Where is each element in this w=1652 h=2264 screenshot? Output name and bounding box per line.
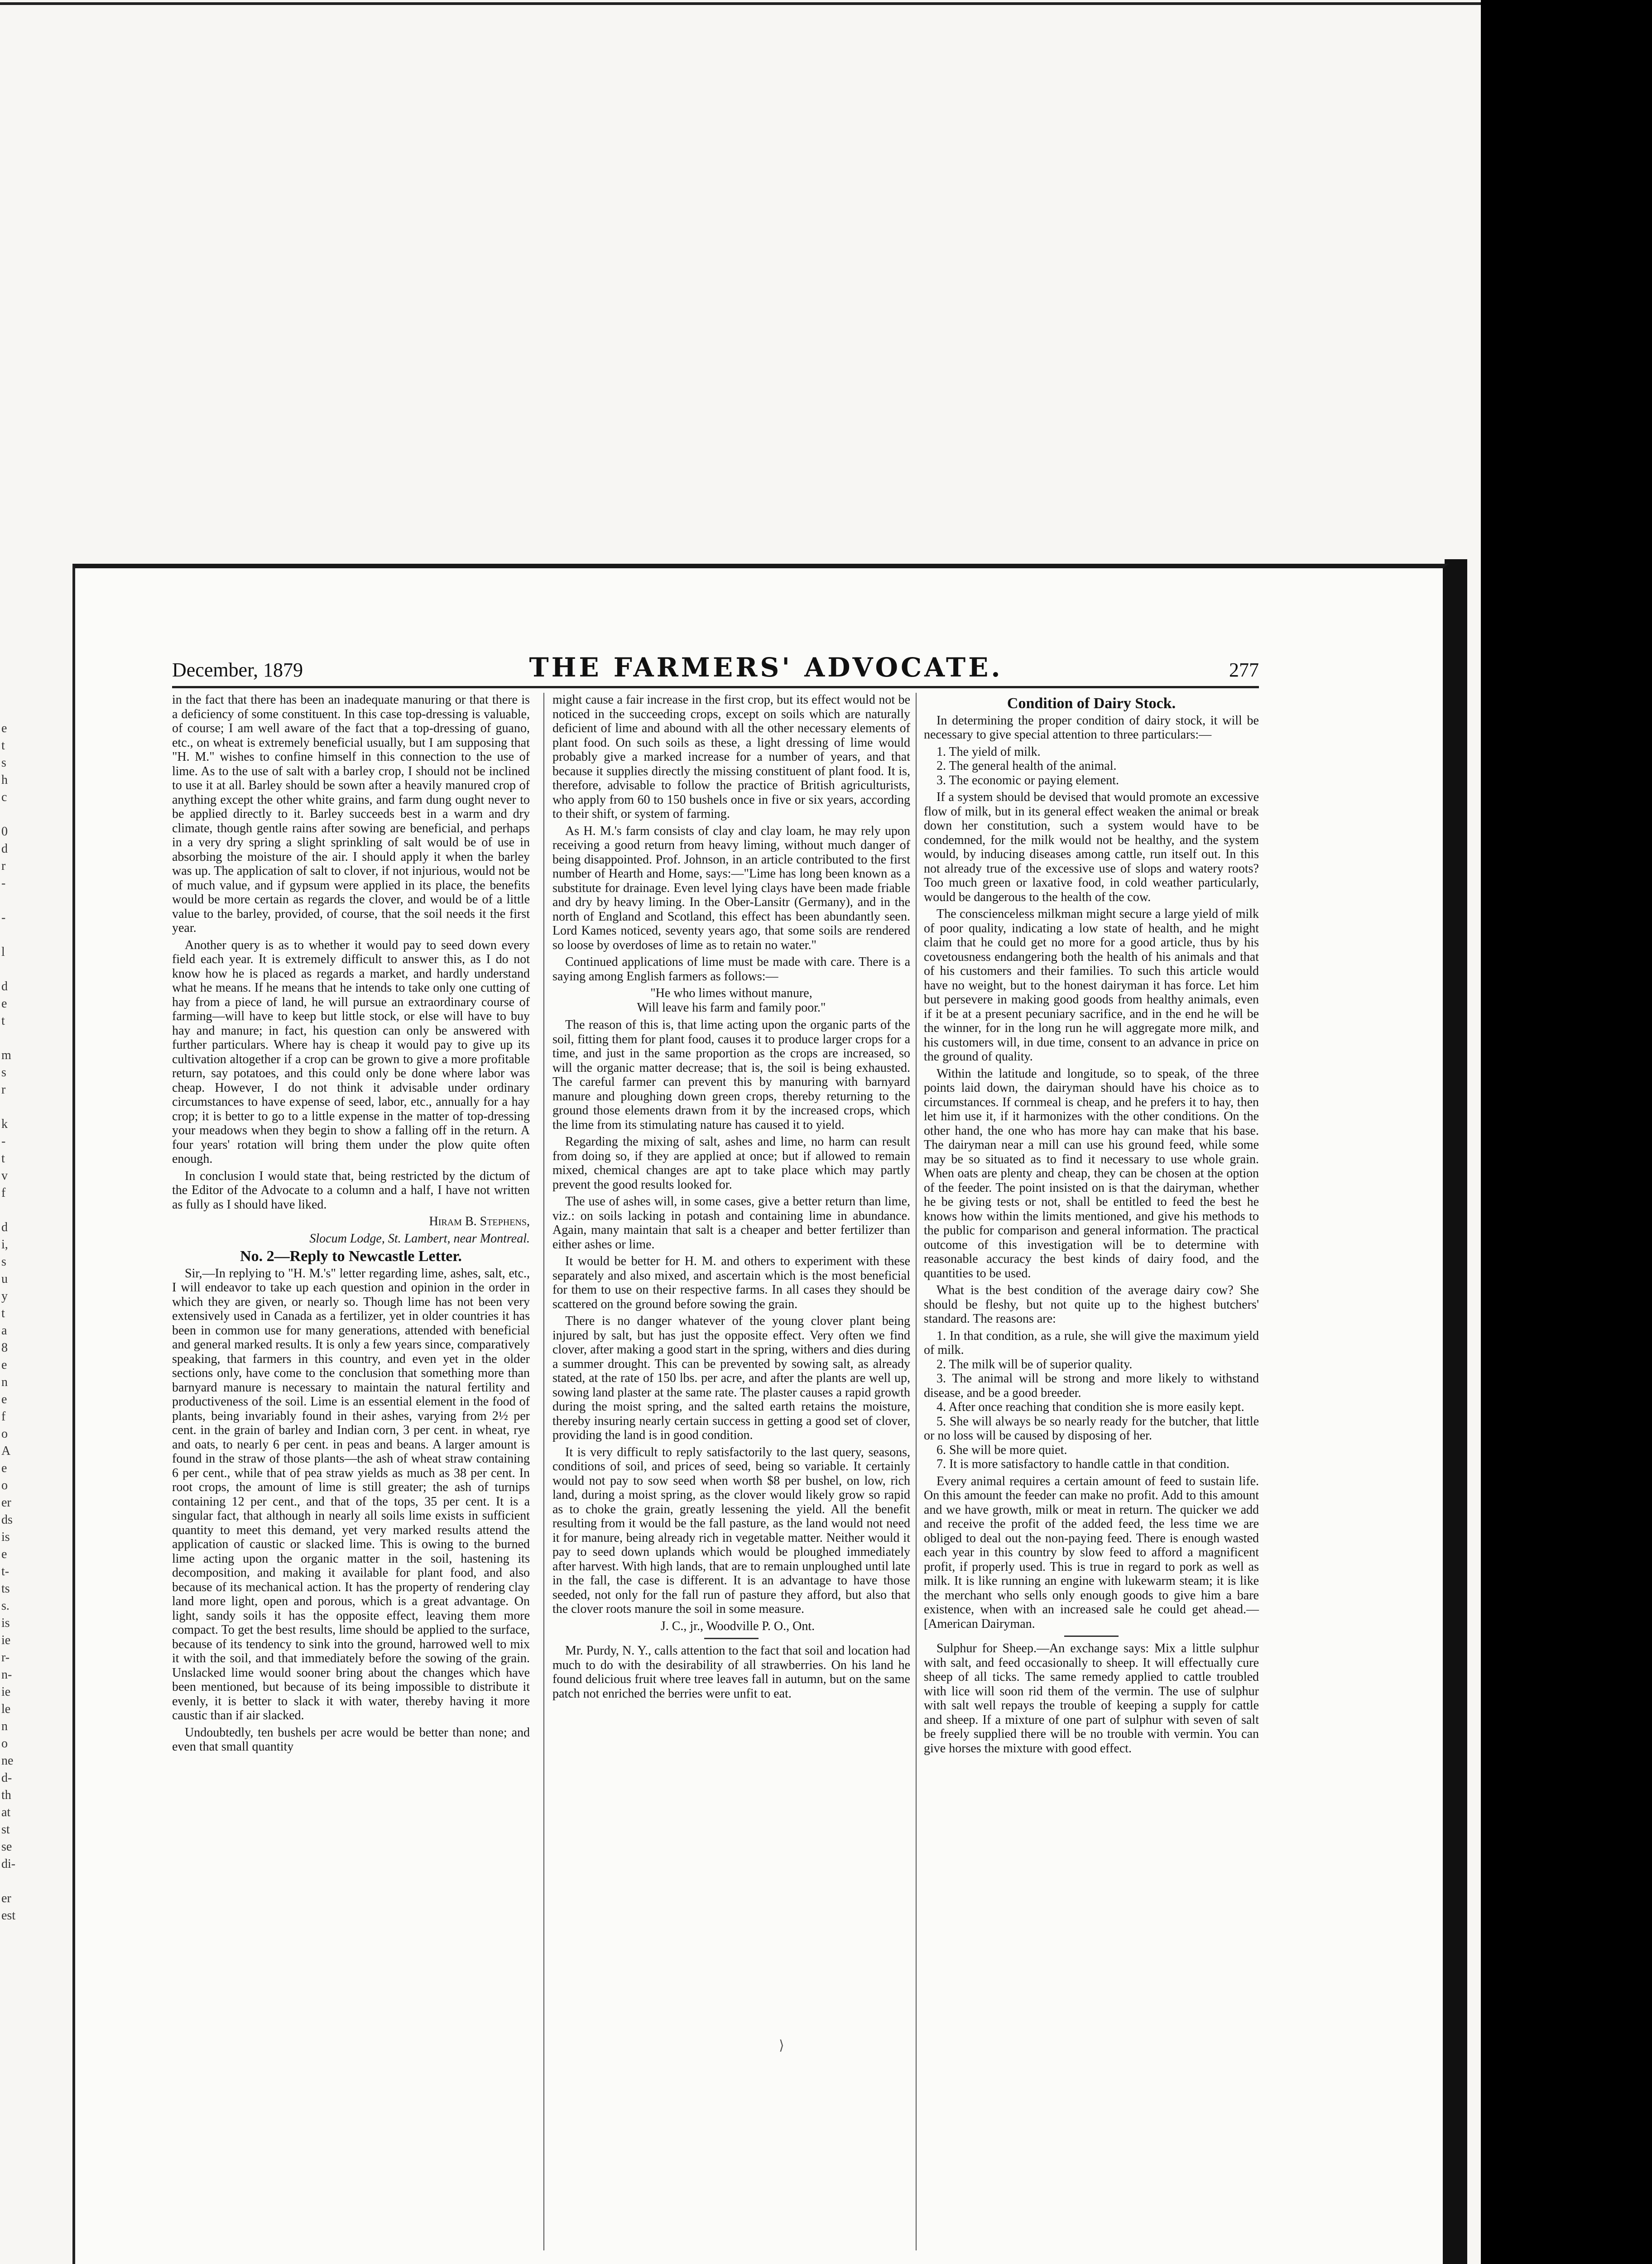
left-fragment: is xyxy=(1,1530,10,1544)
article-paragraph: It would be better for H. M. and others to experiment with these separately and also mixed, and ascertain which is the most beneficial for them to use on their respective farms. In all cases they should be scattered on the ground before sowing the grain. xyxy=(552,1254,910,1311)
left-fragment: d xyxy=(1,979,8,993)
article-paragraph: It is very difficult to reply satisfactorily to the last query, seasons, conditions of soil, and prices of seed, being so variable. It certainly would not pay to sow seed when worth $8 per bushel, on low, rich land, during a moist spring, as the clover would likely grow so rapid as to choke the grain, greatly lessening the yield. All the benefit resulting from it would be the fall pasture, as the land would not need it for manure, being already rich in vegetable matter. Neither would it pay to seed down uplands which would be ploughed immediately after harvest. With high lands, that are to remain unploughed until late in the fall, the case is different. It is an advantage to have those seeded, not only for the fall run of pasture they afford, but also that the clover roots manure the soil in some measure. xyxy=(552,1445,910,1616)
left-fragment: r- xyxy=(1,1650,10,1664)
article-paragraph: might cause a fair increase in the first crop, but its effect would not be noticed in the succeeding crops, except on soils which are naturally deficient of lime and abound with all the other necessary elements of plant food. On such soils as these, a light dressing of lime would probably give a marked increase for a number of years, and that because it supplies directly the missing constituent of plant food. It is, therefore, advisable to follow the practice of British agriculturists, who apply from 60 to 150 bushels once in five or six years, according to their shift, or system of farming. xyxy=(552,693,910,821)
left-fragment xyxy=(1,1098,69,1116)
article-paragraph: The use of ashes will, in some cases, give a better return than lime, viz.: on soils lacking in potash and containing lime in abundance. Again, many maintain that salt is a cheaper and better fertilizer than either ashes or lime. xyxy=(552,1194,910,1252)
page-number: 277 xyxy=(1229,659,1259,681)
left-fragment: ie xyxy=(1,1685,11,1699)
left-fragment: n xyxy=(1,1719,8,1733)
signature-name: Hiram B. Stephens, xyxy=(429,1214,530,1228)
left-fragment: t xyxy=(1,1151,5,1166)
left-fragment: t xyxy=(1,1306,5,1320)
list-item: 2. The general health of the animal. xyxy=(936,759,1117,773)
article-paragraph: In determining the proper condition of dairy stock, it will be necessary to give special attention to three particulars:— xyxy=(924,713,1259,742)
left-fragment: th xyxy=(1,1788,11,1802)
article-paragraph: Within the latitude and longitude, so to speak, of the three points laid down, the dairyman should have his choice as to circumstances. If cornmeal is cheap, and he prefers it to hay, then let him use it, if it harmonizes with the other conditions. On the other hand, the one who has more hay can make that his base. The dairyman near a mill can use his ground feed, while some may be so situated as to find it necessary to use whole grain. When oats are plenty and cheap, they can be chosen at the option of the feeder. The point insisted on is that the dairyman, whether he be giving tests or not, shall be entitled to feed the best he knows how within the limits mentioned, and give his methods to the public for comparison and general information. The practical outcome of this investigation will be to determine with reasonable accuracy the best kinds of dairy food, and the quantities to be used. xyxy=(924,1066,1259,1281)
left-fragment: e xyxy=(1,1547,7,1561)
left-fragment: k xyxy=(1,1117,8,1131)
left-fragment: di- xyxy=(1,1857,16,1871)
article-heading: No. 2—Reply to Newcastle Letter. xyxy=(240,1248,462,1265)
list-item: 4. After once reaching that condition she is more easily kept. xyxy=(936,1400,1244,1414)
left-fragment: t xyxy=(1,1014,5,1028)
column-2 xyxy=(552,693,910,1703)
article-paragraph: Mr. Purdy, N. Y., calls attention to the fact that soil and location had much to do with the desirability of all strawberries. On his land he found delicious fruit where tree leaves fall in autumn, but on the same patch not enriched the berries were unfit to eat. xyxy=(552,1644,910,1701)
left-fragment xyxy=(1,1873,69,1890)
left-fragment: o xyxy=(1,1736,8,1751)
left-fragment: m xyxy=(1,1048,11,1062)
left-fragment: se xyxy=(1,1840,12,1854)
left-fragment: c xyxy=(1,790,7,804)
left-fragment: 0 xyxy=(1,825,8,839)
left-fragment: est xyxy=(1,1909,16,1923)
left-fragment xyxy=(1,1202,69,1219)
signature: J. C., jr., Woodville P. O., Ont. xyxy=(660,1619,815,1633)
masthead-title: THE FARMERS' ADVOCATE. xyxy=(529,652,1003,683)
left-fragment: i, xyxy=(1,1238,8,1252)
list-item: 3. The animal will be strong and more likely to withstand disease, and be a good breeder. xyxy=(924,1372,1259,1400)
left-fragment: ie xyxy=(1,1633,11,1647)
left-fragment: er xyxy=(1,1496,11,1510)
left-fragment: e xyxy=(1,1358,7,1372)
left-fragment: n- xyxy=(1,1668,12,1682)
article-paragraph: The reason of this is, that lime acting upon the organic parts of the soil, fitting them for plant food, causes it to produce larger crops for a time, and just in the same proportion as the crops are increased, so will the organic matter decrease; that is, the soil is being exhausted. The careful farmer can prevent this by manuring with barnyard manure and ploughing down green crops, thereby returning to the ground those elements drawn from it by the increased crops, which the lime from its stimulating nature has caused it to yield. xyxy=(552,1018,910,1132)
page-header xyxy=(172,652,1259,684)
signature-place: Slocum Lodge, St. Lambert, near Montreal. xyxy=(309,1231,530,1246)
article-paragraph: Regarding the mixing of salt, ashes and lime, no harm can result from doing so, if they are applied at once; but if allowed to remain mixed, chemical changes are apt to take place which may partly prevent the good results looked for. xyxy=(552,1135,910,1192)
article-paragraph: Undoubtedly, ten bushels per acre would be better than none; and even that small quantity xyxy=(172,1725,530,1754)
left-fragment: le xyxy=(1,1702,11,1716)
left-page-fragments xyxy=(1,720,69,2264)
top-edge-line xyxy=(0,2,1481,5)
column-rule-1 xyxy=(543,693,544,2250)
article-paragraph: Sulphur for Sheep.—An exchange says: Mix a little sulphur with salt, and feed occasionally to sheep. It will effectually cure sheep of all ticks. The same remedy applied to cattle troubled with lice will soon rid them of the vermin. The use of sulphur with salt well repays the trouble of keeping a supply for cattle and sheep. If a mixture of one part of sulphur with seven of salt be freely supplied there will be no trouble with vermin. You can give horses the mixture with good effect. xyxy=(924,1641,1259,1756)
article-paragraph: Every animal requires a certain amount of feed to sustain life. On this amount the feeder can make no profit. Add to this amount and we have growth, milk or meat in return. The quicker we add and receive the profit of the added feed, the less time we are obliged to deal out the non-paying feed. There is enough wasted each year in this country by slow feed to afford a magnificent profit, if properly used. This is true in regard to pork as well as milk. It is like running an engine with lukewarm steam; it is like the merchant who sells only enough goods to give him a bare existence, when with an increased sale he could get ahead.—[American Dairyman. xyxy=(924,1474,1259,1631)
verse-line: "He who limes without manure, xyxy=(650,986,812,1000)
article-paragraph: What is the best condition of the average dairy cow? She should be fleshy, but not quite up to the highest butchers' standard. The reasons are: xyxy=(924,1283,1259,1326)
left-fragment xyxy=(1,806,69,823)
left-fragment: f xyxy=(1,1410,6,1424)
left-fragment: st xyxy=(1,1823,10,1837)
section-divider xyxy=(1064,1636,1119,1637)
left-fragment: A xyxy=(1,1444,11,1458)
particulars-list xyxy=(924,745,1259,788)
list-item: 2. The milk will be of superior quality. xyxy=(936,1357,1133,1372)
left-fragment: - xyxy=(1,876,6,890)
left-fragment: r xyxy=(1,859,6,873)
article-paragraph: Continued applications of lime must be made with care. There is a saying among English farmers as follows:— xyxy=(552,955,910,983)
left-fragment: e xyxy=(1,1461,7,1475)
left-fragment: e xyxy=(1,1392,7,1406)
left-fragment: s xyxy=(1,1065,6,1079)
left-fragment: a xyxy=(1,1324,7,1338)
article-heading: Condition of Dairy Stock. xyxy=(1007,695,1176,712)
article-paragraph: in the fact that there has been an inadequate manuring or that there is a deficiency of some constituent. In this case top-dressing is valuable, of course; I am well aware of the fact that a top-dressing of guano, etc., on wheat is extremely beneficial usually, but I am supposing that "H. M." wishes to confine himself in this connection to the use of lime. As to the use of salt with a barley crop, I should not be inclined to use it at all. Barley should be sown after a heavily manured crop of anything except the other white grains, and farm dung ought never to be applied directly to it. Barley succeeds best in a warm and dry climate, though gentle rains after sowing are beneficial, and perhaps in a very dry spring a slight sprinkling of salt would be of use in absorbing the moisture of the air. I should apply it when the barley was up. The application of salt to clover, if not injurious, would not be of much value, and if gypsum were applied in its place, the benefits would be more certain as regards the clover, and would be of a little value to the barley, provided, of course, that the soil needs it the first year. xyxy=(172,693,530,935)
list-item: 1. The yield of milk. xyxy=(936,744,1041,759)
left-fragment xyxy=(1,926,69,944)
article-paragraph: Sir,—In replying to "H. M.'s" letter regarding lime, ashes, salt, etc., I will endeavor to take up each question and opinion in the order in which they are given, or nearly so. Though lime has not been very extensively used in Canada as a fertilizer, yet in older countries it has been in common use for many generations, attended with beneficial and general marked results. It is only a few years since, comparatively speaking, that farmers in this country, and even yet in the older sections only, have come to the conclusion that something more than barnyard manure is necessary to maintain the natural fertility and productiveness of the soil. Lime is an essential element in the food of plants, being invariably found in their ashes, varying from 2½ per cent. in the grain of barley and Indian corn, 3 per cent. in wheat, rye and oats, to nearly 6 per cent. in peas and beans. A larger amount is found in the straw of those plants—the ash of wheat straw containing 6 per cent., while that of pea straw yields as much as 38 per cent. In root crops, the amount of lime is still greater; the ash of turnips containing 12 per cent., and that of the tops, 35 per cent. It is a singular fact, that although in nearly all soils lime exists in sufficient quantity to meet this demand, yet very marked results attend the application of caustic or slacked lime. This is owing to the burned lime acting upon the organic matter in the soil, hastening its decomposition, and making it available for plant food, and also because of its mechanical action. It has the property of rendering clay land more light, open and porous, which is a great advantage. On light, sandy soils it has the opposite effect, leaving them more compact. To get the best results, lime should be applied to the surface, because of its tendency to sink into the ground, harrowed well to mix it with the soil, and that immediately before the sowing of the grain. Unslacked lime would sooner bring about the changes which have been mentioned, but because of its being impossible to distribute it evenly, it is better to slack it with water, thereby having it more caustic than if air slacked. xyxy=(172,1266,530,1722)
article-paragraph: In conclusion I would state that, being restricted by the dictum of the Editor of the Advocate to a column and a half, I have not written as fully as I should have liked. xyxy=(172,1169,530,1212)
article-paragraph: Another query is as to whether it would pay to seed down every field each year. It is extremely difficult to answer this, as I do not know how he is placed as regards a market, and hardly understand what he means. If he means that he intends to take only one cutting of hay from a piece of land, he will pursue an extraordinary course of farming—will have to keep but little stock, or else will have to buy hay and manure; in fact, his question can only be answered with further particulars. Where hay is cheap it would pay to give up its cultivation altogether if a crop can be grown to give a more profitable return, say potatoes, and this could only be done where labor was cheap. However, I do not think it advisable under ordinary circumstances to have expense of seed, labor, etc., annually for a hay crop; it is better to go to a little expense in the matter of top-dressing your meadows when they begin to show a falling off in the return. A four years' rotation will bring them under the plow quite often enough. xyxy=(172,938,530,1166)
left-fragment: - xyxy=(1,911,6,925)
left-fragment: - xyxy=(1,1134,6,1148)
fold-mark: ⟩ xyxy=(779,2038,784,2053)
left-fragment: ts xyxy=(1,1582,10,1596)
left-fragment: t- xyxy=(1,1564,10,1578)
left-fragment: o xyxy=(1,1478,8,1492)
left-fragment xyxy=(1,1030,69,1047)
left-fragment: y xyxy=(1,1289,8,1303)
column-rule-2 xyxy=(916,693,917,2250)
left-fragment: is xyxy=(1,1616,10,1630)
list-item: 5. She will always be so nearly ready for the butcher, that little or no loss will be caused by disposing of her. xyxy=(924,1414,1259,1443)
left-fragment: at xyxy=(1,1805,11,1819)
column-3 xyxy=(924,693,1259,1758)
left-fragment: s. xyxy=(1,1599,10,1613)
list-item: 7. It is more satisfactory to handle cattle in that condition. xyxy=(936,1457,1229,1471)
left-fragment: e xyxy=(1,721,7,735)
section-divider xyxy=(704,1638,759,1639)
left-fragment: d- xyxy=(1,1771,12,1785)
left-fragment: v xyxy=(1,1169,8,1183)
left-fragment: h xyxy=(1,773,8,787)
left-fragment xyxy=(1,892,69,909)
left-fragment: s xyxy=(1,756,6,770)
article-paragraph: There is no danger whatever of the young clover plant being injured by salt, but has just the opposite effect. Very often we find clover, after making a good start in the spring, withers and dies during a summer drought. This can be prevented by sowing salt, as already stated, at the rate of 150 lbs. per acre, and after the plants are well up, sowing land plaster at the same rate. The plaster causes a rapid growth during the moist spring, and the salted earth retains the moisture, thereby insuring nearly certain success in getting a good set of clover, providing the land is in good condition. xyxy=(552,1314,910,1442)
article-paragraph: The conscienceless milkman might secure a large yield of milk of poor quality, indicating a low state of health, and he might claim that he could get no more for a good article, thus by his covetousness endangering both the health of his animals and that of his customers and their families. To such this article would have no weight, but to the honest dairyman it has force. Let him but persevere in making good goods from healthy animals, even if it be at a present pecuniary sacrifice, and in the end he will be the winner, for in the long run he will aggregate more milk, and his customers will, in due time, consent to an advance in price on the ground of quality. xyxy=(924,907,1259,1064)
left-fragment: ne xyxy=(1,1754,14,1768)
header-rule xyxy=(172,686,1259,688)
list-item: 1. In that condition, as a rule, she will give the maximum yield of milk. xyxy=(924,1329,1259,1357)
left-fragment: s xyxy=(1,1255,6,1269)
list-item: 6. She will be more quiet. xyxy=(936,1443,1067,1457)
article-paragraph: As H. M.'s farm consists of clay and clay loam, he may rely upon receiving a good return from heavy liming, without much danger of being disappointed. Prof. Johnson, in an article contributed to the first number of Hearth and Home, says:—"Lime has long been known as a substitute for drainage. Even level lying clays have been made friable and dry by heavy liming. In the Ober-Lansitr (Germany), and in the north of England and Scotland, this effect has been abundantly seen. Lord Kames noticed, seventy years ago, that some soils are rendered so loose by overdoses of lime as to retain no water." xyxy=(552,824,910,952)
left-fragment: f xyxy=(1,1186,6,1200)
left-fragment: l xyxy=(1,945,5,959)
left-fragment: 8 xyxy=(1,1341,8,1355)
list-item: 3. The economic or paying element. xyxy=(936,773,1119,787)
left-fragment: d xyxy=(1,842,8,856)
header-date: December, 1879 xyxy=(172,659,303,681)
left-fragment: ds xyxy=(1,1513,13,1527)
reasons-list xyxy=(924,1329,1259,1472)
left-fragment: u xyxy=(1,1272,8,1286)
left-fragment: e xyxy=(1,997,7,1011)
left-fragment xyxy=(1,961,69,978)
left-fragment: t xyxy=(1,739,5,753)
left-fragment: r xyxy=(1,1083,6,1097)
verse-quote xyxy=(552,986,910,1015)
left-fragment: o xyxy=(1,1427,8,1441)
verse-line: Will leave his farm and family poor." xyxy=(637,1001,826,1015)
column-1 xyxy=(172,693,530,1757)
left-fragment: er xyxy=(1,1891,11,1905)
article-paragraph: If a system should be devised that would promote an excessive flow of milk, but in its general effect weaken the animal or break down her constitution, such a system would have to be condemned, for the milk would not be healthy, and the system would, by inducing diseases among cattle, run itself out. In this not already true of the excessive use of slops and watery roots? Too much green or laxative food, in cold weather particularly, would be dangerous to the health of the cow. xyxy=(924,790,1259,904)
left-fragment: d xyxy=(1,1220,8,1234)
left-fragment: n xyxy=(1,1375,8,1389)
